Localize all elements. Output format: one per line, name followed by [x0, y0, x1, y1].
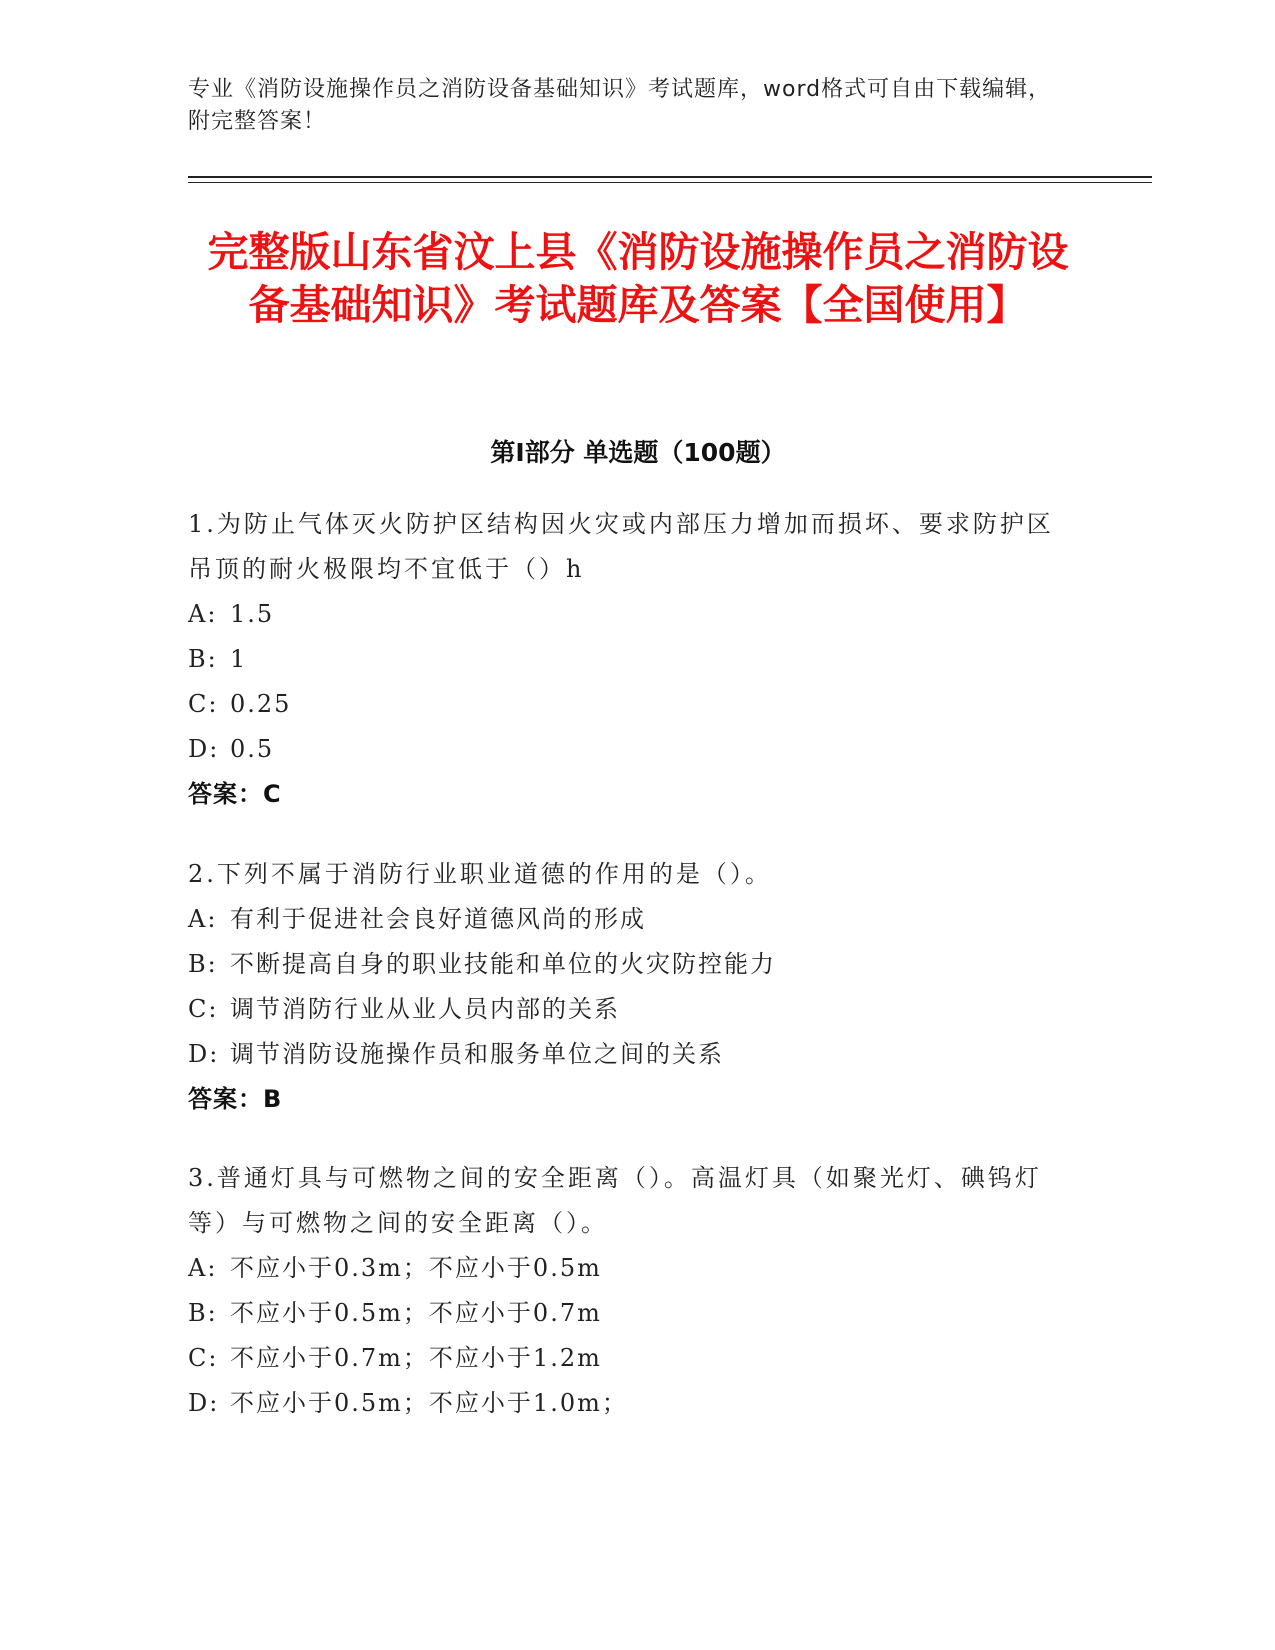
option-letter: D: [188, 1040, 220, 1068]
option-letter: B: [188, 950, 218, 978]
option-c [188, 682, 1068, 727]
option-letter: B: [188, 1299, 218, 1327]
option-text: 不应小于0.7m；不应小于1.2m [230, 1344, 602, 1372]
option-text: 不断提高自身的职业技能和单位的火灾防控能力 [230, 950, 776, 978]
document-title: 完整版山东省汶上县《消防设施操作员之消防设备基础知识》考试题库及答案【全国使用】 [207, 228, 1069, 329]
option-text: 有利于促进社会良好道德风尚的形成 [230, 905, 646, 933]
option-letter: A: [188, 600, 218, 628]
option-d [188, 727, 1068, 772]
option-text: 0.5 [230, 735, 275, 763]
option-letter: C: [188, 1344, 219, 1372]
option-letter: B: [188, 645, 218, 673]
header-divider-thick [188, 176, 1152, 178]
option-d [188, 1032, 1068, 1077]
question-2 [188, 852, 1068, 1122]
option-text: 不应小于0.5m；不应小于1.0m； [230, 1389, 628, 1417]
option-text: 0.25 [230, 690, 292, 718]
option-letter: A: [188, 905, 218, 933]
answer: 答案：C [188, 780, 282, 808]
option-b [188, 637, 1068, 682]
question-1 [188, 502, 1068, 817]
question-stem: 3.普通灯具与可燃物之间的安全距离（）。高温灯具（如聚光灯、碘钨灯等）与可燃物之间的安全距离（）。 [188, 1164, 1042, 1237]
question-3 [188, 1156, 1068, 1426]
option-a [188, 897, 1068, 942]
option-letter: D: [188, 1389, 220, 1417]
option-letter: D: [188, 735, 220, 763]
option-c [188, 1336, 1068, 1381]
question-stem: 1.为防止气体灭火防护区结构因火灾或内部压力增加而损坏、要求防护区吊顶的耐火极限均不宜低于（）h [188, 510, 1054, 583]
option-text: 不应小于0.3m；不应小于0.5m [230, 1254, 602, 1282]
option-text: 调节消防设施操作员和服务单位之间的关系 [230, 1040, 724, 1068]
option-text: 1.5 [230, 600, 275, 628]
option-letter: A: [188, 1254, 218, 1282]
header-divider-thin [188, 182, 1152, 183]
option-letter: C: [188, 690, 219, 718]
option-b [188, 1291, 1068, 1336]
option-text: 1 [230, 645, 248, 673]
option-text: 调节消防行业从业人员内部的关系 [230, 995, 620, 1023]
option-b [188, 942, 1068, 987]
option-letter: C: [188, 995, 219, 1023]
option-text: 不应小于0.5m；不应小于0.7m [230, 1299, 602, 1327]
answer: 答案：B [188, 1085, 283, 1113]
option-c [188, 987, 1068, 1032]
section-title: 第Ⅰ部分 单选题（100题） [490, 438, 786, 467]
option-a [188, 592, 1068, 637]
question-stem: 2.下列不属于消防行业职业道德的作用的是（）。 [188, 860, 772, 888]
header-note: 专业《消防设施操作员之消防设备基础知识》考试题库，word格式可自由下载编辑，附完整答案！ [188, 77, 1052, 134]
option-a [188, 1246, 1068, 1291]
option-d [188, 1381, 1068, 1426]
